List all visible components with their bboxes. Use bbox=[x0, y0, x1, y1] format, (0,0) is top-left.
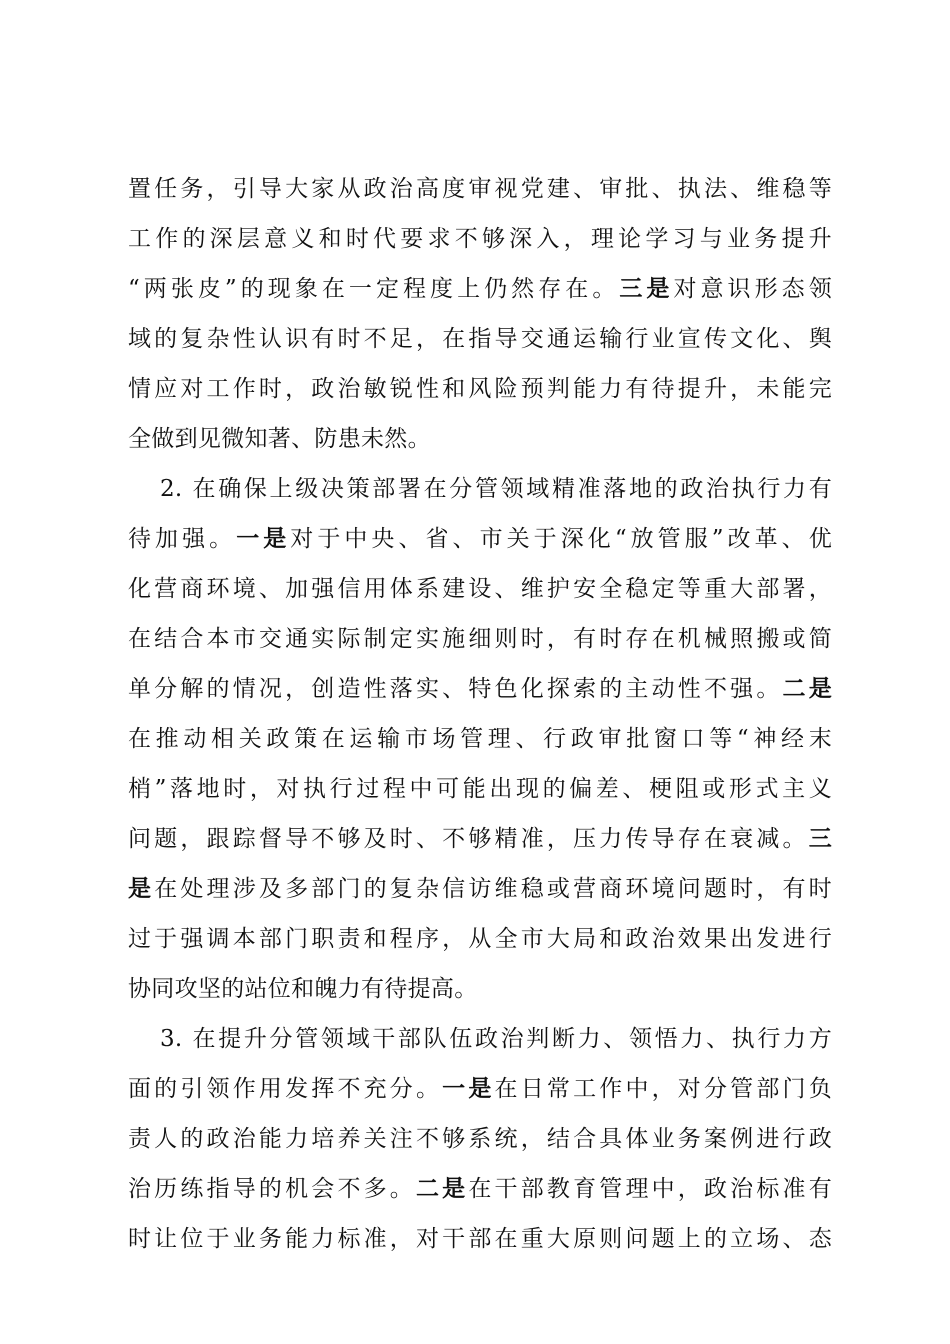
text-segment: 待加强。 bbox=[128, 526, 237, 552]
text-segment: 在推动相关政策在运输市场管理、行政审批窗口等“神经末 bbox=[128, 726, 832, 752]
text-segment: 情应对工作时，政治敏锐性和风险预判能力有待提升，未能完 bbox=[128, 376, 832, 402]
text-line bbox=[128, 1114, 832, 1164]
text-segment: 在干部教育管理中，政治标准有 bbox=[468, 1176, 832, 1202]
text-line bbox=[128, 914, 832, 964]
paragraph-heading-line bbox=[128, 1014, 832, 1064]
text-line bbox=[128, 164, 832, 214]
text-segment: 时让位于业务能力标准，对干部在重大原则问题上的立场、态 bbox=[128, 1226, 832, 1252]
document-body bbox=[128, 164, 832, 1264]
text-segment: 对于中央、省、市关于深化“放管服”改革、优 bbox=[290, 526, 832, 552]
bold-marker: 二是 bbox=[415, 1175, 469, 1202]
text-line bbox=[128, 864, 832, 914]
text-segment: 对意识形态领 bbox=[673, 276, 832, 302]
bold-marker: 二是 bbox=[782, 675, 832, 702]
text-segment: 在处理涉及多部门的复杂信访维稳或营商环境问题时，有时 bbox=[154, 876, 832, 902]
bold-marker: 一是 bbox=[442, 1075, 495, 1102]
text-segment: 在日常工作中，对分管部门负 bbox=[494, 1076, 833, 1102]
text-segment: “两张皮”的现象在一定程度上仍然存在。 bbox=[128, 276, 620, 302]
bold-marker: 是 bbox=[128, 875, 155, 902]
text-segment: 2. 在确保上级决策部署在分管领域精准落地的政治执行力有 bbox=[160, 476, 832, 502]
text-segment: 问题，跟踪督导不够及时、不够精准，压力传导存在衰减。 bbox=[128, 826, 809, 852]
text-segment: 协同攻坚的站位和魄力有待提高。 bbox=[128, 976, 478, 1002]
text-line bbox=[128, 714, 832, 764]
bold-marker: 三是 bbox=[619, 275, 674, 302]
text-line bbox=[128, 964, 832, 1014]
text-segment: 域的复杂性认识有时不足，在指导交通运输行业宣传文化、舆 bbox=[128, 326, 832, 352]
text-segment: 置任务，引导大家从政治高度审视党建、审批、执法、维稳等 bbox=[128, 176, 832, 202]
bold-marker: 一是 bbox=[236, 525, 291, 552]
text-line bbox=[128, 1064, 832, 1114]
text-segment: 在结合本市交通实际制定实施细则时，有时存在机械照搬或简 bbox=[128, 626, 832, 652]
text-segment: 单分解的情况，创造性落实、特色化探索的主动性不强。 bbox=[128, 676, 783, 702]
text-line bbox=[128, 664, 832, 714]
bold-marker: 三 bbox=[808, 825, 832, 852]
text-line bbox=[128, 264, 832, 314]
text-line bbox=[128, 414, 832, 464]
text-line bbox=[128, 614, 832, 664]
text-segment: 全做到见微知著、防患未然。 bbox=[128, 426, 431, 452]
text-line bbox=[128, 564, 832, 614]
text-segment: 梢”落地时，对执行过程中可能出现的偏差、梗阻或形式主义 bbox=[128, 776, 832, 802]
paragraph-heading-line bbox=[128, 464, 832, 514]
text-line bbox=[128, 814, 832, 864]
text-segment: 工作的深层意义和时代要求不够深入，理论学习与业务提升 bbox=[128, 226, 832, 252]
text-line bbox=[128, 514, 832, 564]
text-line bbox=[128, 214, 832, 264]
text-line bbox=[128, 1164, 832, 1214]
text-line bbox=[128, 1214, 832, 1264]
text-segment: 责人的政治能力培养关注不够系统，结合具体业务案例进行政 bbox=[128, 1126, 832, 1152]
text-segment: 化营商环境、加强信用体系建设、维护安全稳定等重大部署， bbox=[128, 576, 832, 602]
text-segment: 治历练指导的机会不多。 bbox=[128, 1176, 416, 1202]
text-line bbox=[128, 364, 832, 414]
text-segment: 3. 在提升分管领域干部队伍政治判断力、领悟力、执行力方 bbox=[160, 1026, 832, 1052]
text-segment: 面的引领作用发挥不充分。 bbox=[128, 1076, 443, 1102]
text-line bbox=[128, 314, 832, 364]
text-segment: 过于强调本部门职责和程序，从全市大局和政治效果出发进行 bbox=[128, 926, 832, 952]
text-line bbox=[128, 764, 832, 814]
